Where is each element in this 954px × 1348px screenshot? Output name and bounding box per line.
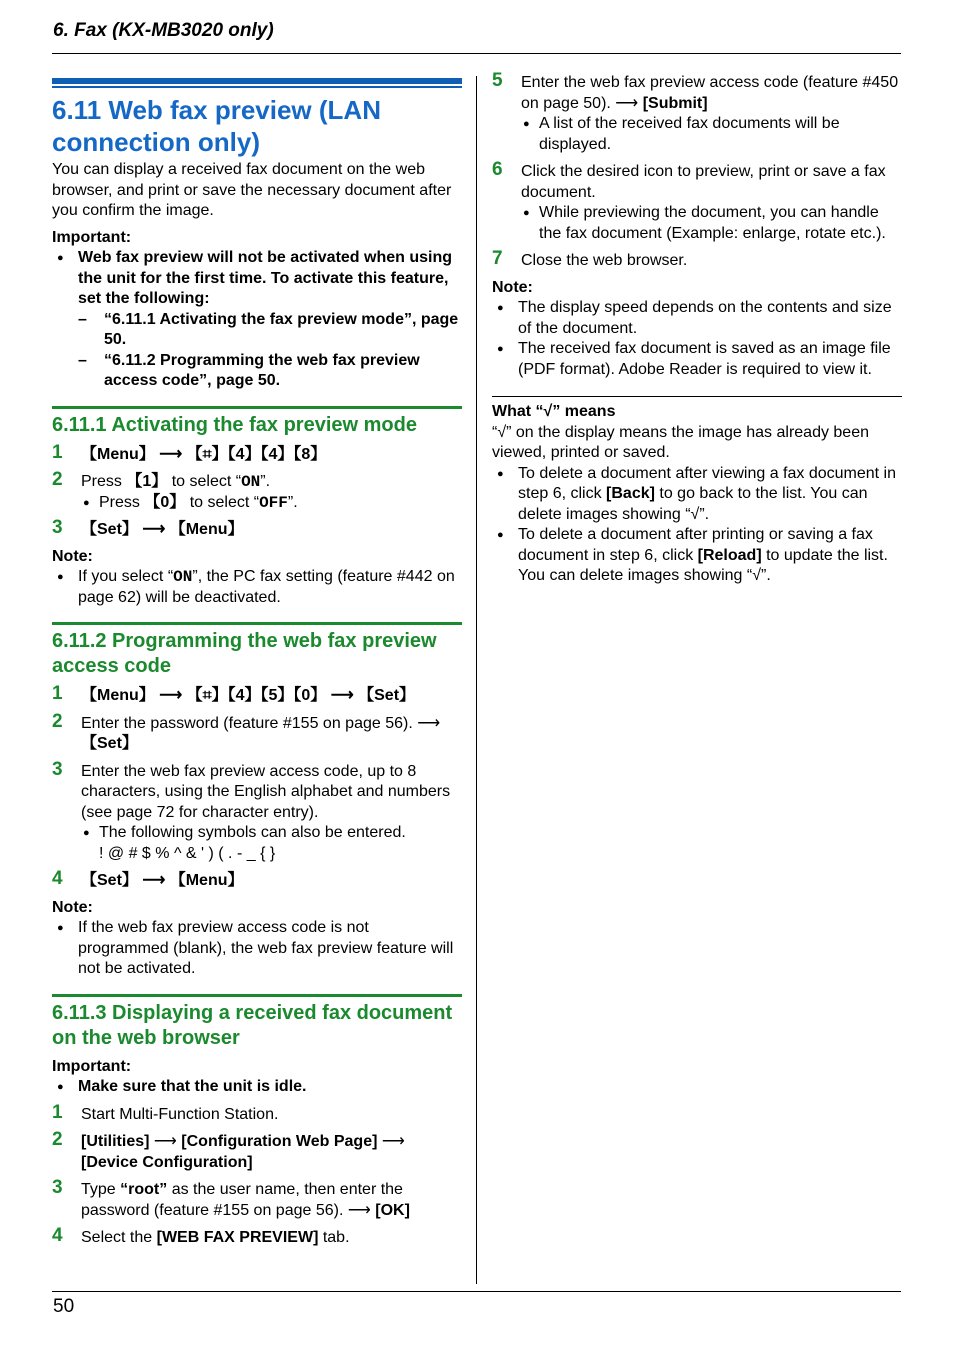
what-means-rule — [492, 396, 902, 397]
key-sequence: 【Menu】 ⟶ 【⌗】【4】【4】【8】 — [81, 445, 327, 463]
step-1: 1 Start Multi-Function Station. — [52, 1101, 279, 1123]
step-number: 2 — [52, 710, 63, 732]
running-head: 6. Fax (KX-MB3020 only) — [53, 20, 274, 41]
section-rule — [52, 994, 462, 997]
right-column — [492, 70, 902, 587]
important-bullet: ● Make sure that the unit is idle. — [52, 1077, 462, 1098]
step-6: 6 Click the desired icon to preview, print or save a fax document. ● While previewing the document, you can handle the fax document (Example: enlarge, rotate etc.). — [492, 162, 902, 244]
step-number: 6 — [492, 159, 503, 180]
step-2-sub: ● Press 【0】 to select “OFF”. — [81, 493, 462, 514]
step-1 — [52, 441, 462, 466]
footer-rule — [52, 1291, 901, 1292]
step-3: 3 Type “root” as the user name, then enter the password (feature #155 on page 56). ⟶ [OK] — [52, 1177, 410, 1219]
left-column — [52, 78, 462, 1249]
what-means-text: “√” on the display means the image has already been viewed, printed or saved. — [492, 423, 869, 461]
note-bullet-1: ● The display speed depends on the contents and size of the document. — [492, 298, 902, 339]
step-3-sub: ● The following symbols can also be entered. ! @ # $ % ^ & ' ) ( . - _ { } — [81, 823, 462, 864]
section-title-6-11-2: 6.11.2 Programming the web fax preview access code — [52, 630, 437, 677]
key-sequence: 【Set】 ⟶ 【Menu】 — [81, 521, 244, 538]
section-rule — [52, 406, 462, 409]
note-label: Note: — [52, 547, 93, 565]
note-bullet: ● If you select “ON”, the PC fax setting (feature #442 on page 62) will be deactivated. — [52, 567, 462, 608]
step-number: 1 — [52, 441, 63, 463]
title-bar — [52, 78, 462, 86]
step-number: 2 — [52, 469, 63, 490]
page-number: 50 — [53, 1296, 75, 1317]
step-number: 2 — [52, 1129, 63, 1150]
key-sequence: 【Menu】 ⟶ 【⌗】【4】【5】【0】 ⟶ 【Set】 — [81, 687, 416, 704]
step-4 — [52, 868, 462, 892]
step-7: 7 Close the web browser. — [492, 248, 688, 269]
step-4: 4 Select the [WEB FAX PREVIEW] tab. — [52, 1225, 350, 1246]
step-1 — [52, 683, 462, 707]
step-number: 3 — [52, 1177, 63, 1198]
important-bullet: ● Web fax preview will not be activated when using the unit for the first time. To activate this feature, set the following: — [52, 248, 462, 310]
step-6-sub: ● While previewing the document, you can handle the fax document (Example: enlarge, rotate etc.). — [521, 203, 902, 244]
note-label: Note: — [52, 898, 93, 916]
step-number: 4 — [52, 868, 63, 889]
key-sequence: 【Set】 ⟶ 【Menu】 — [81, 872, 244, 889]
step-number: 3 — [52, 517, 63, 538]
header-rule — [52, 53, 901, 54]
step-2: 2 Press 【1】 to select “ON”. ● Press 【0】 to select “OFF”. — [52, 472, 462, 513]
step-number: 4 — [52, 1225, 63, 1246]
step-2: 2 [Utilities] ⟶ [Configuration Web Page] ⟶ [Device Configuration] — [52, 1129, 405, 1171]
what-means-bullet-2: ● To delete a document after printing or saving a fax document in step 6, click [Reload] to update the list. You can delete images showing “√”. — [492, 525, 902, 587]
step-number: 1 — [52, 1101, 63, 1123]
page-title: 6.11 Web fax preview (LAN connection only) — [52, 95, 381, 157]
note-bullet: ● If the web fax preview access code is not programmed (blank), the web fax preview feature will not be activated. — [52, 918, 462, 980]
important-label: Important: — [52, 1057, 132, 1075]
important-label: Important: — [52, 228, 132, 246]
step-number: 7 — [492, 248, 503, 269]
step-2: 2 Enter the password (feature #155 on page 56). ⟶ 【Set】 — [52, 710, 441, 752]
important-dash-1: – “6.11.1 Activating the fax preview mode”, page 50. — [52, 310, 462, 351]
step-3 — [52, 517, 462, 541]
section-title-6-11-1: 6.11.1 Activating the fax preview mode — [52, 413, 417, 436]
section-rule — [52, 622, 462, 625]
column-divider — [476, 76, 477, 1284]
what-means-heading: What “√” means — [492, 403, 616, 420]
note-label: Note: — [492, 278, 533, 296]
step-3: 3 Enter the web fax preview access code, up to 8 characters, using the English alphabet and numbers (see page 72 for character entry). ● The following symbols can also be entered. ! @ # $ % ^ & ' ) ( . - _ { } — [52, 762, 462, 865]
note-bullet-2: ● The received fax document is saved as an image file (PDF format). Adobe Reader is required to view it. — [492, 339, 902, 380]
intro-paragraph: You can display a received fax document on the web browser, and print or save the necessary document after you confirm the image. — [52, 161, 452, 219]
step-number: 3 — [52, 758, 63, 780]
step-number: 5 — [492, 70, 503, 91]
what-means-bullet-1: ● To delete a document after viewing a fax document in step 6, click [Back] to go back to the list. You can delete images showing “√”. — [492, 464, 902, 526]
step-5-sub: ● A list of the received fax documents will be displayed. — [521, 114, 902, 155]
section-title-6-11-3: 6.11.3 Displaying a received fax document on the web browser — [52, 1001, 453, 1049]
step-5: 5 Enter the web fax preview access code (feature #450 on page 50). ⟶ [Submit] ● A list of the received fax documents will be displayed. — [492, 73, 902, 155]
step-number: 1 — [52, 683, 63, 704]
important-dash-2: – “6.11.2 Programming the web fax preview access code”, page 50. — [52, 351, 462, 392]
